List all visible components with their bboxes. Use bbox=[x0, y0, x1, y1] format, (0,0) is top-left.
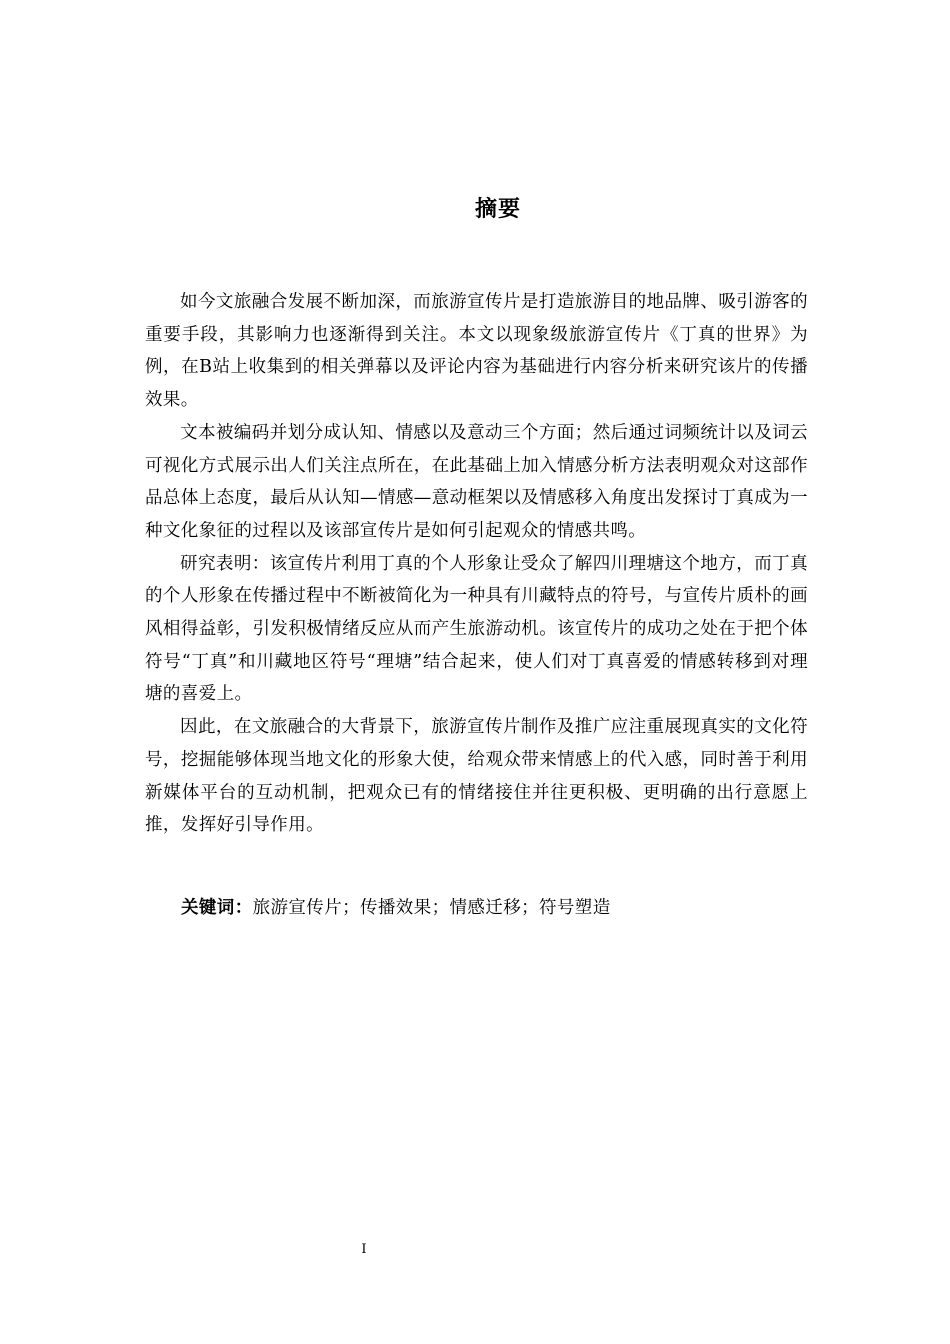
abstract-paragraph: 如今文旅融合发展不断加深，而旅游宣传片是打造旅游目的地品牌、吸引游客的重要手段，其影响力也逐渐得到关注。本文以现象级旅游宣传片《丁真的世界》为例，在B站上收集到的相关弹幕以及评论内容为基础进行内容分析来研究该片的传播效果。 bbox=[145, 292, 808, 411]
abstract-paragraph: 研究表明：该宣传片利用丁真的个人形象让受众了解四川理塘这个地方，而丁真的个人形象在传播过程中不断被简化为一种具有川藏特点的符号，与宣传片质朴的画风相得益彰，引发积极情绪反应从而产生旅游动机。该宣传片的成功之处在于把个体符号“丁真”和川藏地区符号“理塘”结合起来，使人们对丁真喜爱的情感转移到对理塘的喜爱上。 bbox=[145, 553, 808, 705]
keywords-text: 旅游宣传片；传播效果；情感迁移；符号塑造 bbox=[252, 898, 611, 918]
abstract-paragraph: 文本被编码并划分成认知、情感以及意动三个方面；然后通过词频统计以及词云可视化方式展示出人们关注点所在，在此基础上加入情感分析方法表明观众对这部作品总体上态度，最后从认知—情感—意动框架以及情感移入角度出发探讨丁真成为一种文化象征的过程以及该部宣传片是如何引起观众的情感共鸣。 bbox=[145, 422, 808, 541]
keywords-line bbox=[181, 892, 821, 924]
abstract-title: 摘要 bbox=[474, 197, 521, 222]
keywords-label: 关键词： bbox=[181, 898, 253, 918]
abstract-body bbox=[145, 286, 808, 842]
abstract-paragraph: 因此，在文旅融合的大背景下，旅游宣传片制作及推广应注重展现真实的文化符号，挖掘能够体现当地文化的形象大使，给观众带来情感上的代入感，同时善于利用新媒体平台的互动机制，把观众已有的情绪接住并往更积极、更明确的出行意愿上推，发挥好引导作用。 bbox=[145, 717, 808, 836]
page-number: I bbox=[361, 1242, 367, 1257]
